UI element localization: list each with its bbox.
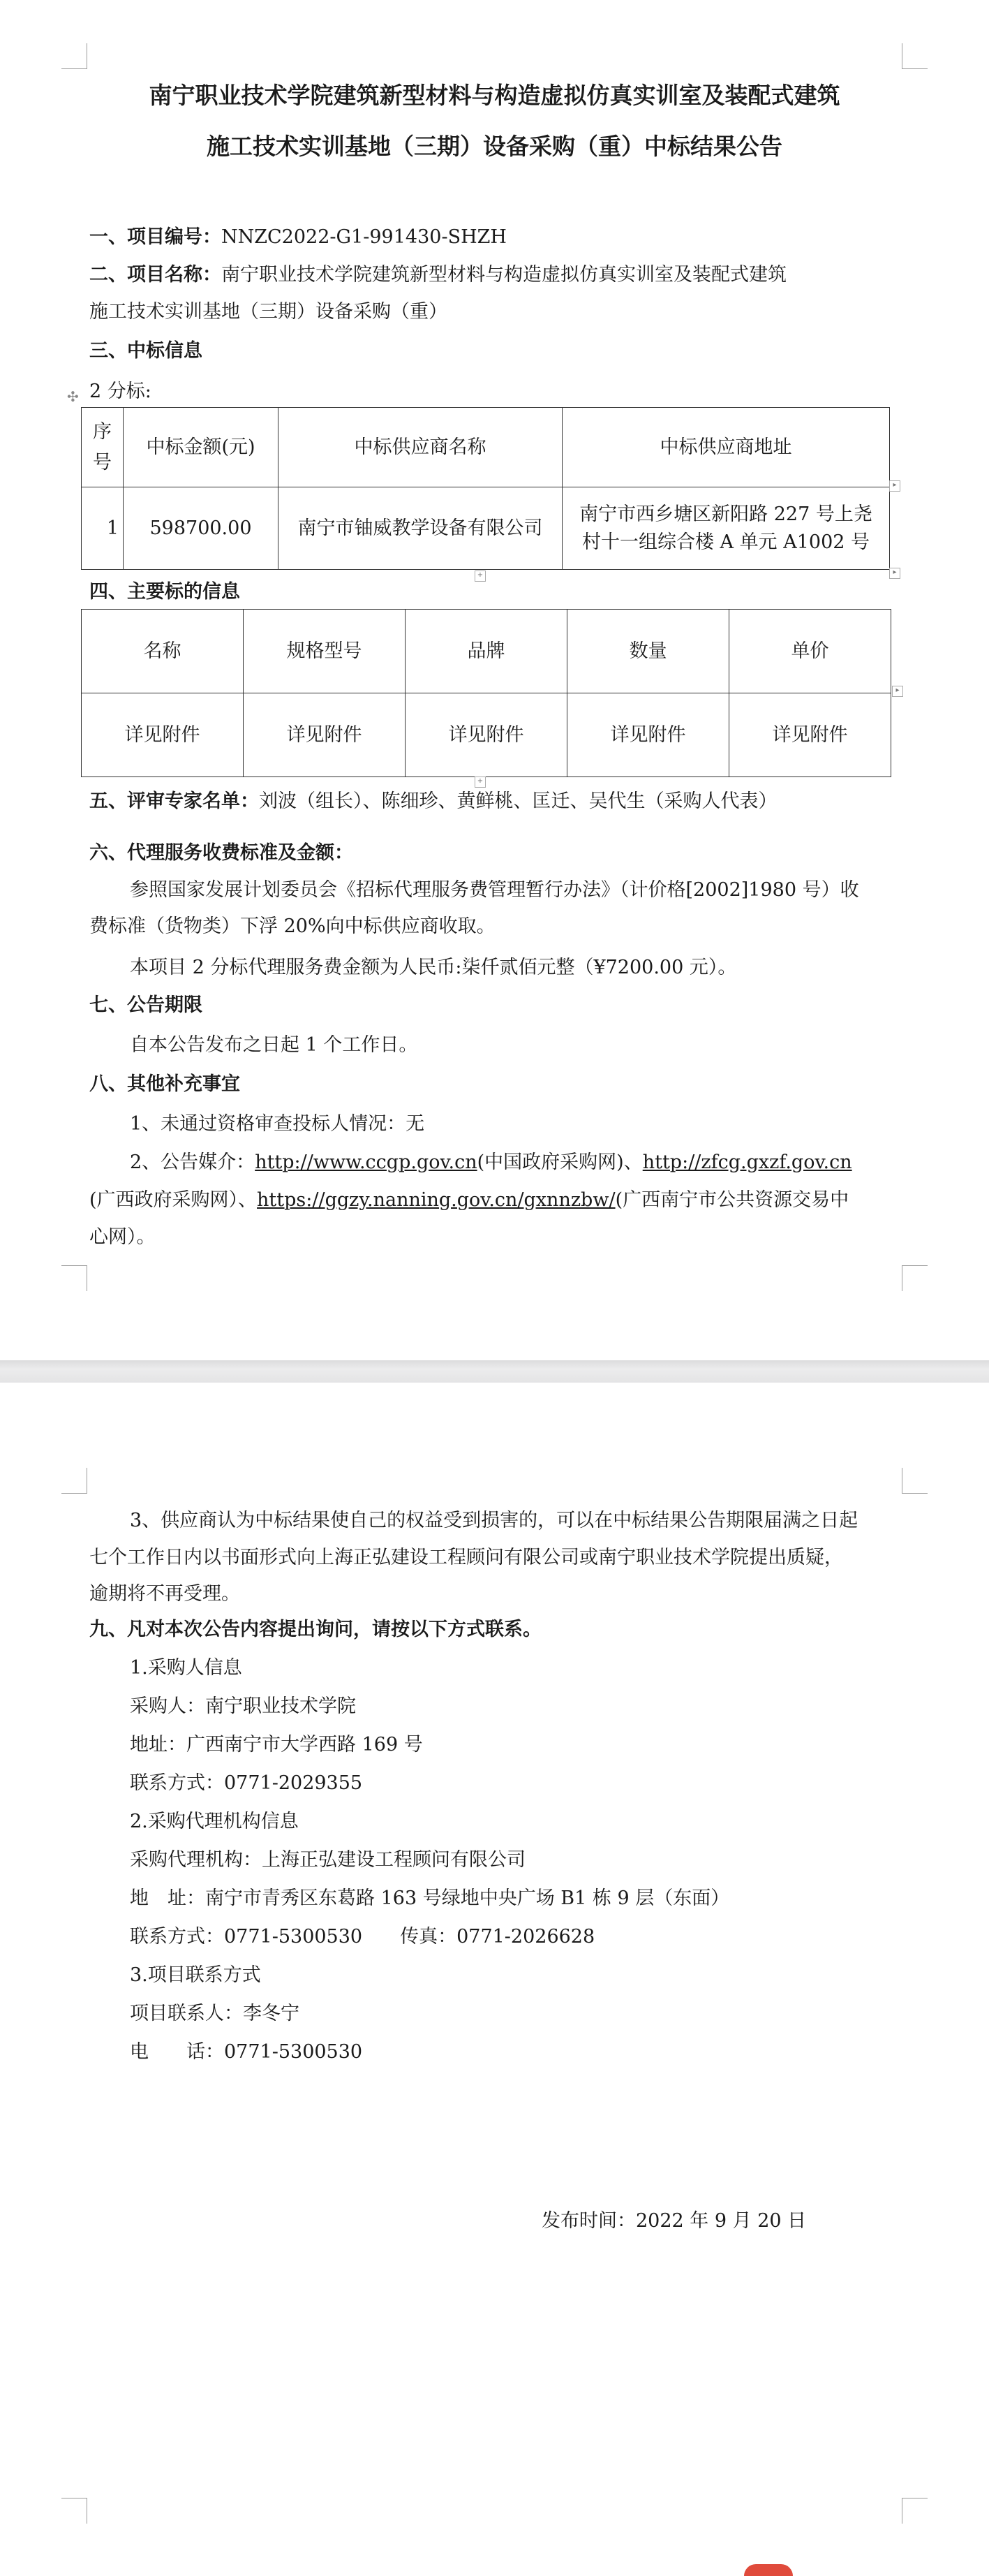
cell-brand: 详见附件 <box>406 693 567 777</box>
notice-period-text: 自本公告发布之日起 1 个工作日。 <box>130 1034 418 1056</box>
project-contact-person: 项目联系人：李冬宁 <box>130 2003 299 2024</box>
project-name <box>89 261 787 289</box>
project-number-label: 一、项目编号： <box>89 226 221 248</box>
table-row <box>82 693 891 777</box>
crop-mark <box>61 2498 87 2524</box>
cell-name: 详见附件 <box>82 693 244 777</box>
document-page-2 <box>0 1383 989 2576</box>
other-item-3-line-2: 七个工作日内以书面形式向上海正弘建设工程顾问有限公司或南宁职业技术学院提出质疑， <box>89 1547 843 1568</box>
crop-mark <box>902 1265 928 1291</box>
project-contact-heading: 3.项目联系方式 <box>130 1964 261 1986</box>
ggzy-link[interactable]: https://ggzy.nanning.gov.cn/gxnnzbw/ <box>257 1189 616 1211</box>
crop-mark <box>61 1265 87 1291</box>
table-resize-handle-icon[interactable]: ▸ <box>889 568 900 579</box>
cell-quantity: 详见附件 <box>567 693 729 777</box>
header-cell-name: 名称 <box>82 610 244 693</box>
other-item-2-line-3: 心网）。 <box>89 1226 156 1248</box>
ggzy-note: (广西南宁市公共资源交易中 <box>615 1189 849 1211</box>
page-gap <box>0 1360 989 1383</box>
other-item-2-line-1 <box>130 1149 852 1177</box>
agency-fee-text-1: 参照国家发展计划委员会《招标代理服务费管理暂行办法》（计价格[2002]1980 号）收 <box>130 879 859 901</box>
red-stamp-edge <box>744 2564 793 2576</box>
project-name-value-2: 施工技术实训基地（三期）设备采购（重） <box>89 301 447 323</box>
cell-seq: 1 <box>82 487 124 570</box>
header-cell-seq: 序号 <box>82 408 124 487</box>
cell-spec: 详见附件 <box>244 693 406 777</box>
project-contact-phone: 电 话：0771-5300530 <box>130 2041 363 2063</box>
ccgp-link[interactable]: http://www.ccgp.gov.cn <box>255 1151 477 1173</box>
header-cell-supplier: 中标供应商名称 <box>278 408 563 487</box>
header-cell-quantity: 数量 <box>567 610 729 693</box>
crop-mark <box>61 43 87 69</box>
crop-mark <box>902 2498 928 2524</box>
announcement-title-line2: 施工技术实训基地（三期）设备采购（重）中标结果公告 <box>207 133 782 160</box>
address-line-1: 南宁市西乡塘区新阳路 227 号上尧 <box>579 503 872 525</box>
other-item-3-line-1: 3、供应商认为中标结果使自己的权益受到损害的，可以在中标结果公告期限届满之日起 <box>130 1510 858 1531</box>
agent-contact: 联系方式：0771-5300530 传真：0771-2026628 <box>130 1926 595 1948</box>
cell-unit-price: 详见附件 <box>729 693 891 777</box>
agent-info-heading: 2.采购代理机构信息 <box>130 1811 299 1832</box>
table-header-row <box>82 610 891 693</box>
table-row <box>82 487 890 570</box>
table-header-row <box>82 408 890 487</box>
agent-address: 地 址：南宁市青秀区东葛路 163 号绿地中央广场 B1 栋 9 层（东面） <box>130 1887 730 1909</box>
header-cell-amount: 中标金额(元) <box>124 408 278 487</box>
project-number <box>89 223 507 251</box>
media-label: 2、公告媒介： <box>130 1151 255 1173</box>
table-resize-handle-icon[interactable]: ▸ <box>889 480 900 492</box>
cell-amount: 598700.00 <box>124 487 278 570</box>
review-experts <box>89 788 778 816</box>
add-row-handle-icon[interactable]: + <box>475 571 486 582</box>
crop-mark <box>902 43 928 69</box>
agency-fee-amount: 本项目 2 分标代理服务费金额为人民币:柒仟贰佰元整（¥7200.00 元）。 <box>130 957 737 978</box>
main-items-table <box>81 609 891 777</box>
publish-date: 发布时间：2022 年 9 月 20 日 <box>542 2210 807 2232</box>
header-cell-unit-price: 单价 <box>729 610 891 693</box>
header-cell-brand: 品牌 <box>406 610 567 693</box>
zfcg-link[interactable]: http://zfcg.gxzf.gov.cn <box>642 1151 852 1173</box>
other-item-2-line-2 <box>89 1186 849 1214</box>
add-row-handle-icon[interactable]: + <box>475 777 486 788</box>
buyer-address: 地址：广西南宁市大学西路 169 号 <box>130 1734 423 1756</box>
section-notice-period-heading: 七、公告期限 <box>89 994 202 1016</box>
agent-name: 采购代理机构：上海正弘建设工程顾问有限公司 <box>130 1849 526 1871</box>
announcement-title-line1: 南宁职业技术学院建筑新型材料与构造虚拟仿真实训室及装配式建筑 <box>149 82 840 109</box>
lot-label: 2 分标: <box>89 381 151 402</box>
buyer-contact: 联系方式：0771-2029355 <box>130 1772 363 1794</box>
cell-supplier: 南宁市铀威教学设备有限公司 <box>278 487 563 570</box>
section-main-items-heading: 四、主要标的信息 <box>89 581 240 603</box>
section-contact-heading: 九、凡对本次公告内容提出询问，请按以下方式联系。 <box>89 1619 542 1640</box>
crop-mark <box>61 1468 87 1494</box>
table-resize-handle-icon[interactable]: ▸ <box>892 686 903 697</box>
bid-result-table <box>81 407 890 570</box>
section-other-heading: 八、其他补充事宜 <box>89 1073 240 1095</box>
project-name-value-1: 南宁职业技术学院建筑新型材料与构造虚拟仿真实训室及装配式建筑 <box>221 264 787 286</box>
address-line-2: 村十一组综合楼 A 单元 A1002 号 <box>581 531 870 553</box>
project-number-value: NNZC2022-G1-991430-SHZH <box>221 226 507 248</box>
zfcg-note: (广西政府采购网）、 <box>89 1189 258 1211</box>
review-experts-label: 五、评审专家名单： <box>89 790 259 812</box>
other-item-3-line-3: 逾期将不再受理。 <box>89 1583 240 1605</box>
header-cell-spec: 规格型号 <box>244 610 406 693</box>
other-item-1: 1、未通过资格审查投标人情况：无 <box>130 1113 425 1135</box>
review-experts-value: 刘波（组长）、陈细珍、黄鲜桃、匡迁、吴代生（采购人代表） <box>259 790 778 812</box>
table-move-handle-icon[interactable]: ✣ <box>67 388 79 405</box>
section-agency-fee-heading: 六、代理服务收费标准及金额： <box>89 842 353 864</box>
crop-mark <box>902 1468 928 1494</box>
buyer-name: 采购人：南宁职业技术学院 <box>130 1695 356 1717</box>
ccgp-note: (中国政府采购网)、 <box>477 1151 643 1173</box>
agency-fee-text-2: 费标准（货物类）下浮 20%向中标供应商收取。 <box>89 915 496 937</box>
project-name-label: 二、项目名称： <box>89 264 221 286</box>
cell-address <box>563 487 890 570</box>
header-cell-address: 中标供应商地址 <box>563 408 890 487</box>
section-bid-info-heading: 三、中标信息 <box>89 340 202 362</box>
buyer-info-heading: 1.采购人信息 <box>130 1657 242 1679</box>
